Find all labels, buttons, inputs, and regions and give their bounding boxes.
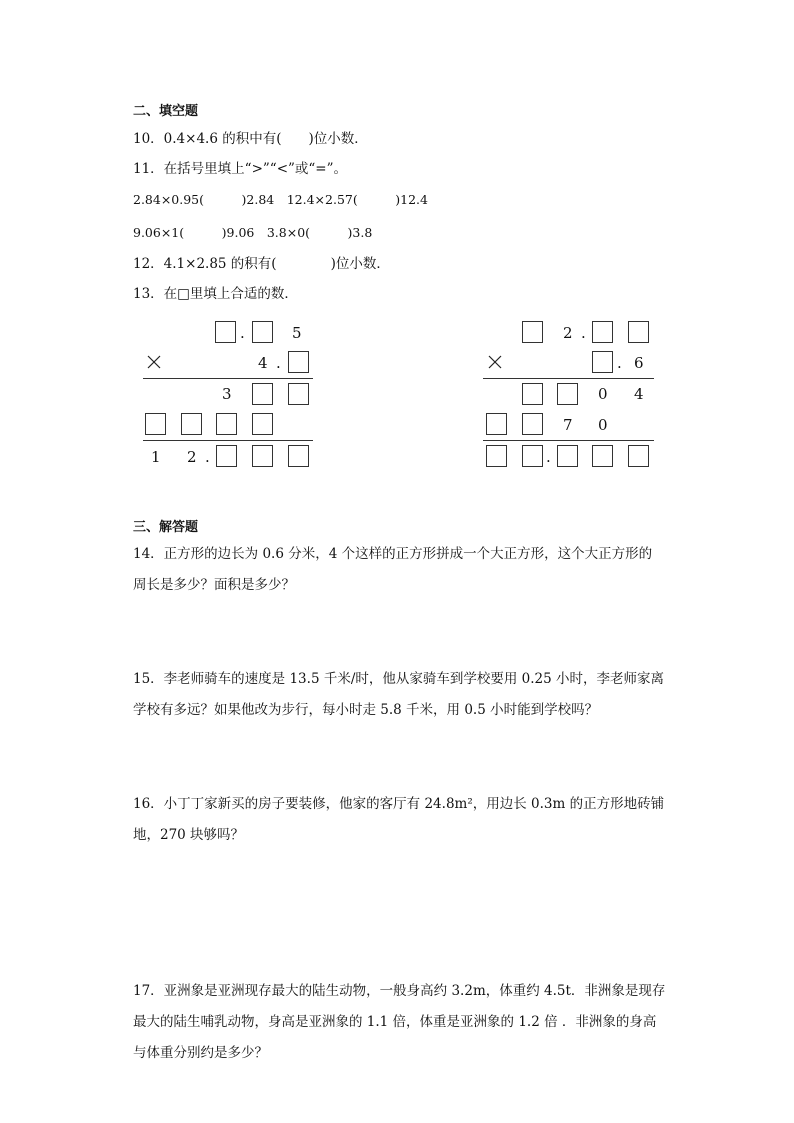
- blank-box[interactable]: [252, 321, 273, 343]
- divider-line: [143, 440, 313, 441]
- blank-box[interactable]: [557, 383, 578, 405]
- blank-box[interactable]: [522, 383, 543, 405]
- blank-box[interactable]: [522, 413, 543, 435]
- question-11-line-1: 2.84×0.95( )2.84 12.4×2.57( )12.4: [133, 192, 428, 207]
- question-17-line-3: 与体重分别约是多少？: [133, 1045, 268, 1061]
- question-17-line-1: 17．亚洲象是亚洲现存最大的陆生动物，一般身高约 3.2m，体重约 4.5t．非洲象是现存: [133, 983, 666, 999]
- digit: 6: [634, 354, 644, 372]
- digit: 3: [222, 385, 232, 403]
- decimal-point: .: [205, 448, 210, 466]
- blank-box[interactable]: [288, 351, 309, 373]
- digit: 2: [187, 448, 197, 466]
- digit: 7: [563, 416, 573, 434]
- question-16-line-1: 16．小丁丁家新买的房子要装修，他家的客厅有 24.8m²，用边长 0.3m 的正方形地砖铺: [133, 796, 665, 812]
- blank-box[interactable]: [486, 413, 507, 435]
- section-heading-fill-blank: 二、填空题: [133, 104, 199, 119]
- blank-box[interactable]: [252, 383, 273, 405]
- question-11: 11．在括号里填上“>”“<”或“=”。: [133, 161, 348, 177]
- question-15-line-2: 学校有多远？如果他改为步行，每小时走 5.8 千米，用 0.5 小时能到学校吗？: [133, 702, 599, 718]
- decimal-point: .: [240, 324, 245, 342]
- question-11-line-2: 9.06×1( )9.06 3.8×0( )3.8: [133, 225, 373, 240]
- divider-line: [143, 378, 313, 379]
- blank-box[interactable]: [288, 383, 309, 405]
- digit: 0: [598, 416, 608, 434]
- question-16-line-2: 地，270 块够吗？: [133, 827, 245, 843]
- divider-line: [483, 378, 654, 379]
- blank-box[interactable]: [288, 445, 309, 467]
- digit: 1: [151, 448, 161, 466]
- times-sign-icon: [488, 355, 502, 369]
- decimal-point: .: [546, 448, 551, 466]
- blank-box[interactable]: [215, 321, 236, 343]
- digit: 4: [258, 354, 268, 372]
- digit: 5: [292, 324, 302, 342]
- blank-box[interactable]: [216, 445, 237, 467]
- question-12: 12．4.1×2.85 的积有( )位小数．: [133, 256, 390, 272]
- digit: 2: [563, 324, 573, 342]
- question-13: 13．在□里填上合适的数．: [133, 286, 298, 302]
- blank-box[interactable]: [522, 445, 543, 467]
- blank-box[interactable]: [486, 445, 507, 467]
- times-sign-icon: [147, 355, 161, 369]
- blank-box[interactable]: [522, 321, 543, 343]
- blank-box[interactable]: [628, 445, 649, 467]
- blank-box[interactable]: [592, 445, 613, 467]
- blank-box[interactable]: [557, 445, 578, 467]
- question-15-line-1: 15．李老师骑车的速度是 13.5 千米/时，他从家骑车到学校要用 0.25 小时，李老师家离: [133, 671, 665, 687]
- section-heading-answer: 三、解答题: [133, 520, 199, 535]
- blank-box[interactable]: [181, 413, 202, 435]
- blank-box[interactable]: [592, 351, 613, 373]
- question-14-line-2: 周长是多少？面积是多少？: [133, 577, 295, 593]
- blank-box[interactable]: [252, 445, 273, 467]
- divider-line: [483, 440, 654, 441]
- decimal-point: .: [617, 354, 622, 372]
- question-14-line-1: 14．正方形的边长为 0.6 分米，4 个这样的正方形拼成一个大正方形，这个大正方形的: [133, 546, 653, 562]
- question-10: 10．0.4×4.6 的积中有( )位小数．: [133, 131, 368, 147]
- blank-box[interactable]: [145, 413, 166, 435]
- blank-box[interactable]: [252, 413, 273, 435]
- blank-box[interactable]: [628, 321, 649, 343]
- decimal-point: .: [276, 354, 281, 372]
- decimal-point: .: [581, 324, 586, 342]
- blank-box[interactable]: [592, 321, 613, 343]
- digit: 0: [598, 385, 608, 403]
- digit: 4: [634, 385, 644, 403]
- blank-box[interactable]: [216, 413, 237, 435]
- question-17-line-2: 最大的陆生哺乳动物，身高是亚洲象的 1.1 倍，体重是亚洲象的 1.2 倍 ．非洲象的身高: [133, 1014, 657, 1030]
